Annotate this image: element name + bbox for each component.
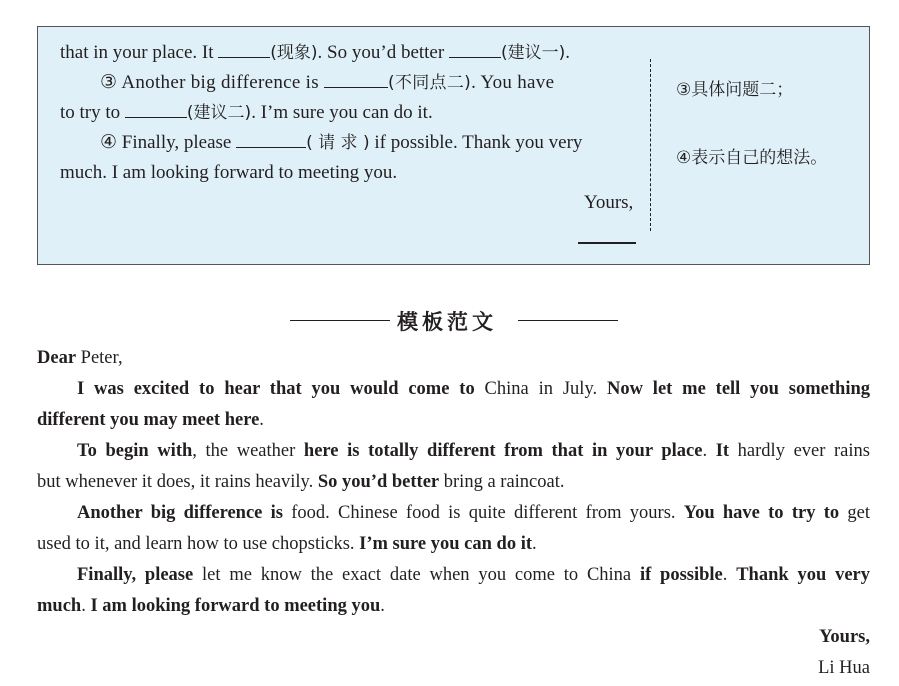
letter-text: bring a raincoat. — [439, 472, 565, 492]
template-hint: (现象) — [270, 43, 318, 63]
letter-text: hardly ever rains — [729, 441, 870, 461]
heading-rule-left — [290, 320, 390, 321]
key-phrase: much — [37, 596, 82, 616]
template-closing: Yours, — [584, 192, 634, 213]
letter-p1-line1 — [37, 377, 870, 401]
greeting-bold: Dear — [37, 348, 77, 368]
closing-text: Yours, — [819, 627, 870, 647]
letter-text: get — [839, 503, 870, 523]
letter-signature: Li Hua — [818, 658, 870, 678]
key-phrase: if possible — [639, 565, 723, 585]
template-text: . — [565, 42, 570, 63]
template-text: . I’m sure you can do it. — [251, 102, 433, 123]
template-text: if possible. Thank you very — [369, 132, 583, 153]
template-line-5: much. I am looking forward to meeting you. — [60, 162, 398, 183]
key-phrase: Finally, please — [77, 565, 194, 585]
letter-p3-line1 — [37, 501, 870, 525]
key-phrase: So you’d better — [317, 472, 440, 492]
letter-p4-line1 — [37, 563, 870, 587]
letter-text: let me know the exact date when you come to China — [193, 565, 640, 585]
letter-text: China in July. — [474, 379, 607, 399]
fill-blank — [236, 131, 306, 148]
letter-text: used to it, and learn how to use chopsticks. — [37, 534, 360, 554]
letter-p3-line2 — [37, 532, 870, 556]
letter-p2-line1 — [37, 439, 870, 463]
template-text: . So you’d better — [317, 42, 449, 63]
template-text: . You have — [471, 72, 555, 93]
letter-text: . — [702, 441, 716, 461]
key-phrase: You have to try to — [683, 503, 840, 523]
key-phrase: I am looking forward to meeting you — [90, 596, 381, 616]
template-text: ④ Finally, please — [100, 132, 237, 153]
key-phrase: Thank you very — [736, 565, 870, 585]
letter-p2-line2 — [37, 470, 870, 494]
template-hint: ( 请 求 ) — [306, 133, 370, 153]
side-note-4: ④表示自己的想法。 — [676, 148, 828, 168]
key-phrase: I’m sure you can do it — [359, 534, 533, 554]
template-line-4 — [100, 131, 582, 155]
letter-text: . — [81, 596, 91, 616]
letter-text: . — [380, 596, 385, 616]
fill-blank — [324, 71, 388, 88]
letter-text: but whenever it does, it rains heavily. — [37, 472, 318, 492]
heading-rule-right — [518, 320, 618, 321]
letter-text: food. Chinese food is quite different from yours. — [283, 503, 684, 523]
writing-template-box — [37, 26, 870, 265]
key-phrase: I was excited to hear that you would come to — [77, 379, 475, 399]
key-phrase: It — [715, 441, 730, 461]
key-phrase: To begin with — [77, 441, 193, 461]
signature-blank — [578, 242, 636, 244]
sample-heading — [290, 306, 620, 336]
letter-text: . — [722, 565, 737, 585]
sample-heading-text: 模板范文 — [397, 310, 497, 334]
template-text: to try to — [60, 102, 125, 123]
key-phrase: different you may meet here — [37, 410, 260, 430]
template-line-1 — [60, 41, 570, 65]
key-phrase: Now let me tell you something — [606, 379, 871, 399]
template-text: ③ Another big difference is — [100, 72, 324, 93]
letter-greeting — [37, 346, 870, 370]
fill-blank — [449, 41, 501, 58]
template-hint: (建议一) — [500, 43, 566, 63]
greeting-name: Peter, — [76, 348, 123, 368]
key-phrase: here is totally different from that in your place — [303, 441, 703, 461]
letter-text: . — [532, 534, 537, 554]
letter-text: . — [259, 410, 264, 430]
key-phrase: Another big difference is — [77, 503, 283, 523]
letter-closing — [37, 625, 870, 649]
template-line-2 — [100, 71, 554, 95]
fill-blank — [218, 41, 270, 58]
fill-blank — [125, 101, 187, 118]
template-hint: (不同点二) — [388, 73, 472, 93]
dashed-divider — [650, 59, 651, 231]
side-note-3: ③具体问题二； — [676, 80, 794, 100]
letter-p4-line2 — [37, 594, 870, 618]
template-hint: (建议二) — [186, 103, 252, 123]
letter-p1-line2 — [37, 408, 870, 432]
template-line-3 — [60, 101, 433, 125]
template-text: that in your place. It — [60, 42, 219, 63]
letter-text: , the weather — [192, 441, 304, 461]
